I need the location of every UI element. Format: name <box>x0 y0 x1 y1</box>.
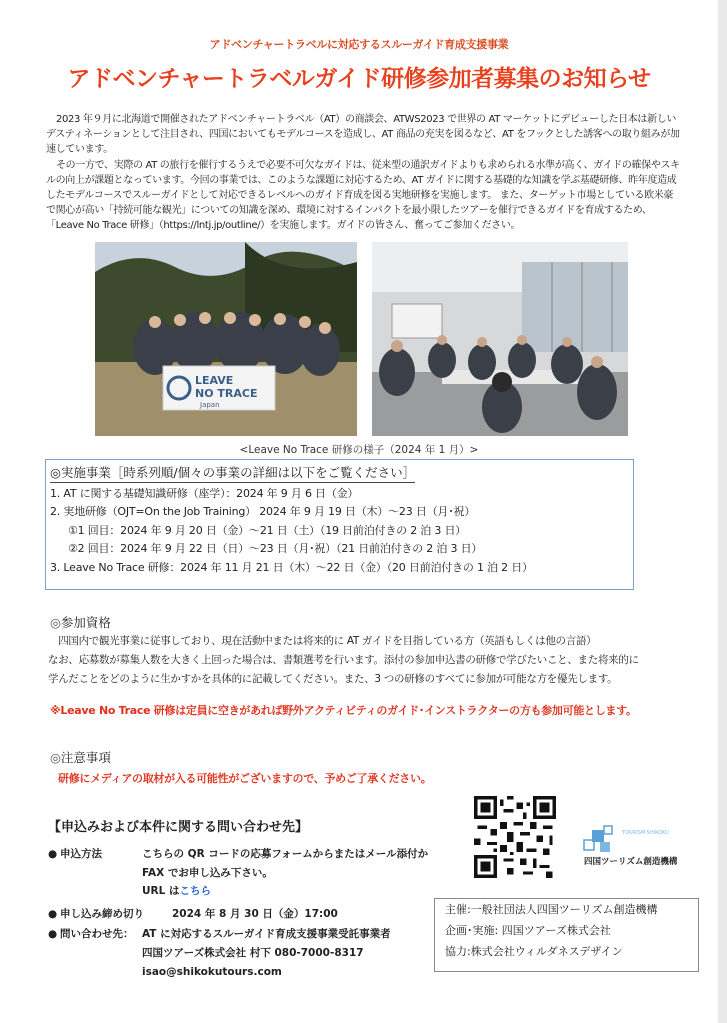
notice-heading-text: 注意事項 <box>60 750 111 765</box>
organizer-line: 企画･実施: 四国ツアーズ株式会社 <box>445 924 611 937</box>
logo-name: 四国ツーリズム創造機構 <box>584 857 678 867</box>
deadline-label: 申し込み締め切り <box>60 907 144 920</box>
logo-small-text: TOURISM SHIKOKU <box>622 830 669 836</box>
deadline-row <box>48 905 448 924</box>
event-item: ②2 回目：2024 年 9 月 22 日（日）～23 日（月･祝）（21 日前泊付きの 2 泊 3 日） <box>68 542 483 556</box>
project-subtitle: アドベンチャートラベルに対応するスルーガイド育成支援事業 <box>209 38 509 51</box>
events-box <box>45 459 634 590</box>
apply-link[interactable]: こちら <box>179 885 211 898</box>
method-line: FAX でお申し込み下さい。 <box>142 866 273 879</box>
inquiry-row <box>48 925 448 981</box>
url-line <box>48 882 448 901</box>
bullet: ● <box>48 848 58 860</box>
organizer-line: 主催:一般社団法人四国ツーリズム創造機構 <box>445 903 658 916</box>
group-photo-outdoor <box>95 242 357 436</box>
eligibility-line: 学んだことをどのように生かすかを具体的に記載してください。また、3 つの研修のすべてに参加が可能な方を優先します。 <box>48 673 618 685</box>
inquiry-line: AT に対応するスルーガイド育成支援事業受託事業者 <box>142 928 391 941</box>
intro-text <box>46 112 680 234</box>
bullet: ● <box>48 928 58 941</box>
heading-mark: ◎ <box>50 615 61 630</box>
heading-mark: ◎ <box>50 750 61 765</box>
sign-line-2: NO TRACE <box>195 387 258 400</box>
event-item: 1. AT に関する基礎知識研修（座学）：2024 年 9 月 6 日（金） <box>50 487 359 500</box>
organizer-line: 協力:株式会社ウィルダネスデザイン <box>445 945 623 958</box>
organizers-box <box>434 898 699 972</box>
logo-mark-icon <box>584 826 612 852</box>
method-line: こちらの QR コードの応募フォームからまたはメール添付か <box>142 848 429 860</box>
inquiry-label: 問い合わせ先： <box>60 928 134 941</box>
event-item: ①1 回目：2024 年 9 月 20 日（金）～21 日（土）（19 日前泊付きの 2 泊 3 日） <box>68 523 467 537</box>
eligibility-heading-text: 参加資格 <box>60 615 111 630</box>
eligibility-heading <box>50 613 111 631</box>
notice-text: 研修にメディアの取材が入る可能性がございますので、予めご了承ください。 <box>58 772 432 785</box>
events-list <box>50 485 533 577</box>
eligibility-line: なお、応募数が募集人数を大きく上回った場合は、書類選考を行います。添付の参加申込書の研修で学びたいこと、また将来的に <box>48 654 639 666</box>
sign-line-1: LEAVE <box>195 374 234 387</box>
method-row <box>48 845 448 901</box>
contact-heading: 【申込みおよび本件に関する問い合わせ先】 <box>48 820 309 835</box>
inquiry-line: 四国ツアーズ株式会社 村下 080-7000-8317 <box>142 946 364 959</box>
method-label: 申込方法 <box>60 848 102 860</box>
eligibility-text <box>48 632 698 689</box>
page-title: アドベンチャートラベルガイド研修参加者募集のお知らせ <box>67 66 651 92</box>
intro-paragraph-1: 2023 年９月に北海道で開催されたアドベンチャートラベル（AT）の商談会、ATWS2023 で世界の AT マーケットにデビューした日本は新しいデスティネーションとして注目され、四国においてもモデルコースを造成し、AT 商品の充実を図るなど、AT をフックとした誘客への取り組みが加速しています。 <box>46 114 680 156</box>
contact-section <box>48 816 448 981</box>
inquiry-email[interactable]: isao@shikokutours.com <box>142 965 282 978</box>
photo-caption: <Leave No Trace 研修の様子（2024 年 1 月）> <box>239 444 479 456</box>
classroom-photo <box>372 242 628 436</box>
notice-heading <box>50 748 111 766</box>
events-heading: ◎実施事業［時系列順/個々の事業の詳細は以下をご覧ください］ <box>50 463 415 483</box>
intro-paragraph-2: その一方で、実際の AT の旅行を催行するうえで必要不可欠なガイドは、従来型の通訳ガイドよりも求められる水準が高く、ガイドの確保やスキルの向上が課題となっています。今回の事業では、このような課題に対応するため、AT ガイドに関する基礎的な知識を学ぶ基礎研修、昨年度造成したモデルコースでスルーガイドとして対応できるレベルへのガイド育成を図る実地研修を実施します。 また、ターゲット市場としている欧米豪で関心が高い「持続可能な観光」についての知識を深め、環境に対するインパクトを最小限したツアーを催行できるガイドを育成するため、「Leave No Trace 研修」（https://lntj.jp/outline/）を実施します。ガイドの皆さん、奮ってご参加ください。 <box>46 159 680 232</box>
event-item: 2. 実地研修（OJT=On the Job Training） 2024 年 9 月 19 日（木）～23 日（月･祝） <box>50 505 476 519</box>
application-qr-code[interactable] <box>474 796 556 878</box>
shikoku-tourism-logo <box>580 822 700 870</box>
url-label: URL は <box>142 885 180 898</box>
event-item: 3. Leave No Trace 研修：2024 年 11 月 21 日（木）～22 日（金）（20 日前泊付きの 1 泊 2 日） <box>50 560 533 574</box>
eligibility-note: ※Leave No Trace 研修は定員に空きがあれば野外アクティビティのガイド･インストラクターの方も参加可能とします。 <box>50 704 637 717</box>
bullet: ● <box>48 907 58 920</box>
eligibility-line: 四国内で観光事業に従事しており、現在活動中または将来的に AT ガイドを目指している方（英語もしくは他の言語） <box>48 635 597 647</box>
sign-line-3: Japan <box>200 401 220 409</box>
deadline-value: 2024 年 8 月 30 日（金）17:00 <box>172 907 338 920</box>
